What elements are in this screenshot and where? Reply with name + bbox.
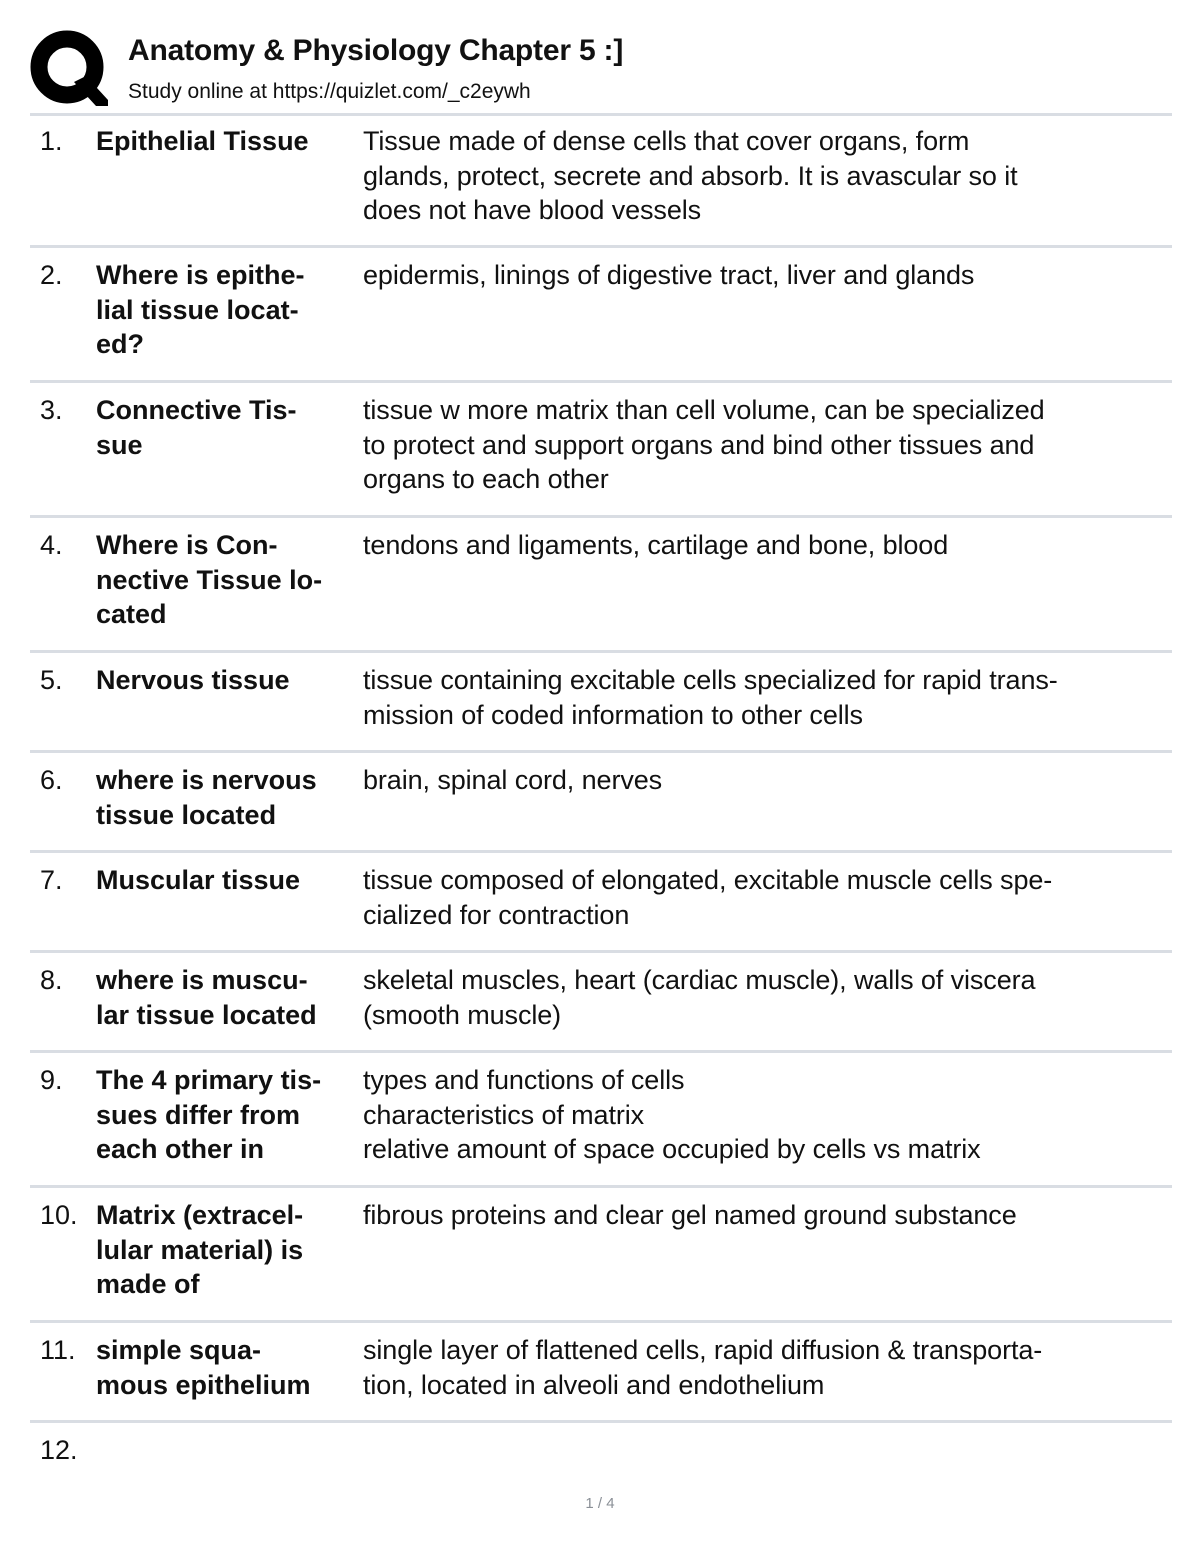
card-number: 10. [40, 1200, 78, 1230]
card-definition: tendons and ligaments, cartilage and bone, blood [363, 530, 949, 560]
card-definition: brain, spinal cord, nerves [363, 765, 663, 795]
flashcard-row [30, 1053, 1172, 1188]
card-number: 8. [40, 965, 63, 995]
card-term: Nervous tissue [96, 665, 290, 695]
page-header [30, 28, 1172, 112]
card-definition: types and functions of cells characteristics of matrix relative amount of space occupied by cells vs matrix [363, 1065, 981, 1164]
flashcard-row [30, 853, 1172, 953]
page-number: 1 / 4 [585, 1495, 615, 1512]
card-definition: single layer of flattened cells, rapid diffusion & transporta- tion, located in alveoli and endothelium [363, 1335, 1043, 1400]
card-term: Epithelial Tissue [96, 126, 309, 156]
card-number: 7. [40, 865, 63, 895]
card-term: simple squa- mous epithelium [96, 1335, 311, 1400]
card-definition: tissue composed of elongated, excitable muscle cells spe- cialized for contraction [363, 865, 1053, 930]
card-definition: Tissue made of dense cells that cover organs, form glands, protect, secrete and absorb. It is avascular so it does not have blood vessels [363, 126, 1018, 225]
flashcard-row [30, 1423, 1172, 1483]
card-definition: epidermis, linings of digestive tract, liver and glands [363, 260, 975, 290]
flashcard-row [30, 383, 1172, 518]
card-number: 3. [40, 395, 63, 425]
flashcard-row [30, 753, 1172, 853]
card-term: The 4 primary tis- sues differ from each other in [96, 1065, 322, 1164]
card-term: where is muscu- lar tissue located [96, 965, 317, 1030]
card-term: Muscular tissue [96, 865, 301, 895]
card-number: 12. [40, 1435, 78, 1465]
flashcard-row [30, 248, 1172, 383]
card-number: 1. [40, 126, 63, 156]
card-definition: tissue containing excitable cells specialized for rapid trans- mission of coded information to other cells [363, 665, 1058, 730]
card-number: 6. [40, 765, 63, 795]
card-definition: skeletal muscles, heart (cardiac muscle), walls of viscera (smooth muscle) [363, 965, 1036, 1030]
flashcard-row [30, 953, 1172, 1053]
card-term: Connective Tis- sue [96, 395, 297, 460]
flashcard-list [30, 116, 1172, 1483]
card-definition: tissue w more matrix than cell volume, can be specialized to protect and support organs and bind other tissues and organs to each other [363, 395, 1045, 494]
page-title: Anatomy & Physiology Chapter 5 :] [128, 34, 624, 67]
card-number: 4. [40, 530, 63, 560]
card-number: 11. [40, 1335, 76, 1365]
flashcard-row [30, 653, 1172, 753]
card-definition: fibrous proteins and clear gel named ground substance [363, 1200, 1017, 1230]
card-term: where is nervous tissue located [96, 765, 317, 830]
flashcard-row [30, 116, 1172, 248]
flashcard-row [30, 1188, 1172, 1323]
study-link[interactable]: Study online at https://quizlet.com/_c2eywh [128, 80, 531, 103]
card-number: 5. [40, 665, 63, 695]
card-number: 2. [40, 260, 63, 290]
quizlet-logo-icon [30, 30, 108, 108]
flashcard-row [30, 518, 1172, 653]
card-term: Where is epithe- lial tissue locat- ed? [96, 260, 305, 359]
flashcard-row [30, 1323, 1172, 1423]
card-term: Where is Con- nective Tissue lo- cated [96, 530, 323, 629]
card-term: Matrix (extracel- lular material) is made of [96, 1200, 304, 1299]
card-number: 9. [40, 1065, 63, 1095]
